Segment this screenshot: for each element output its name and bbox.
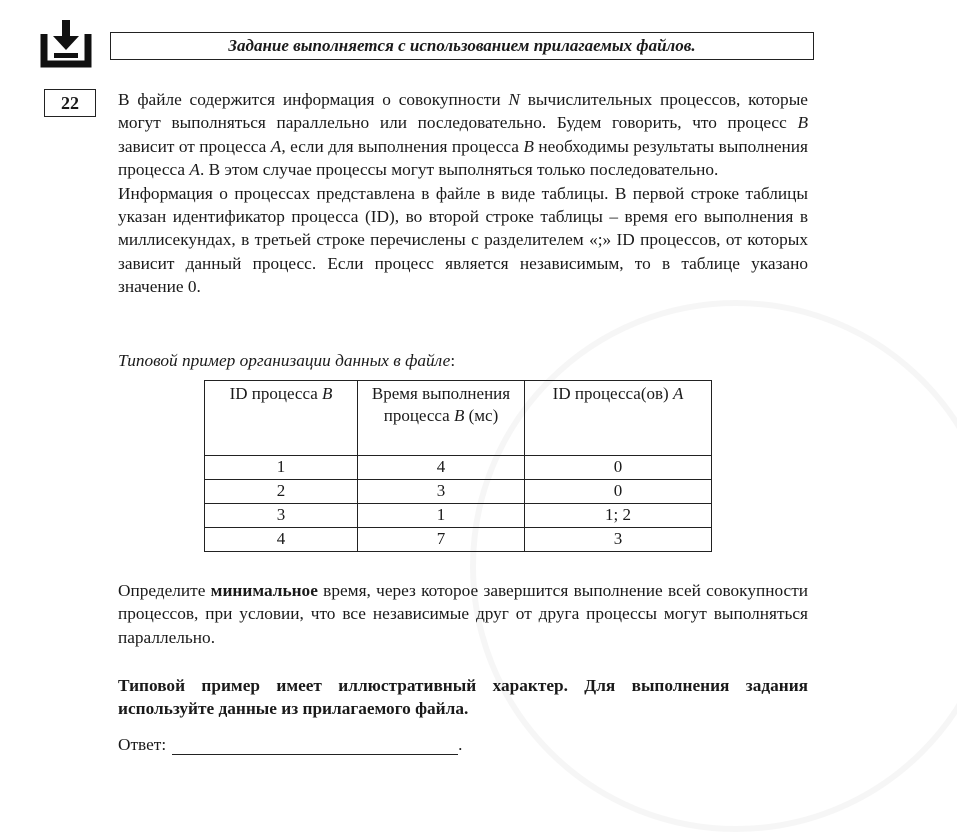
note-paragraph — [118, 674, 808, 721]
answer-period: . — [458, 735, 463, 754]
cell-exec-time: 7 — [358, 528, 525, 552]
header-process-id — [205, 381, 358, 456]
download-file-icon — [40, 18, 92, 70]
paragraph-1 — [118, 88, 808, 182]
example-data-table — [204, 380, 712, 552]
text-run: , если для выполнения процесса — [281, 136, 524, 156]
text-run: B — [523, 136, 534, 156]
question-paragraph — [118, 579, 808, 649]
table-row — [205, 528, 712, 552]
text-run: вычислительных процессов, которые могут выполняться параллельно или последовательно. Будем говорить, что процесс — [118, 90, 808, 133]
files-required-banner — [110, 32, 814, 60]
text-run: . В этом случае процессы могут выполняться только последовательно. — [199, 160, 719, 180]
answer-field[interactable] — [172, 736, 458, 755]
text-run: A — [189, 160, 200, 180]
paragraph-3 — [118, 579, 808, 649]
text-run: (мс) — [464, 406, 499, 425]
example-caption — [118, 351, 455, 371]
text-run: время, через которое завершится выполнение всей совокупности процессов, при условии, что все независимые друг от друга процессы могут выполняться параллельно. — [118, 581, 808, 647]
table-row — [205, 480, 712, 504]
table-header-row — [205, 381, 712, 456]
text-run: Время выполнения процесса — [371, 384, 511, 425]
table-row — [205, 504, 712, 528]
text-run: Определите — [118, 581, 211, 600]
text-run: ID процесса — [229, 384, 323, 403]
text-run: A — [270, 136, 282, 156]
text-run: зависит от процесса — [118, 136, 271, 156]
cell-process-id: 4 — [205, 528, 358, 552]
text-run: B — [797, 113, 808, 133]
task-number — [44, 89, 96, 117]
text-run: минимальное — [210, 581, 318, 600]
cell-dependency-ids: 0 — [525, 480, 712, 504]
text-run: N — [508, 90, 520, 109]
answer-label: Ответ: — [118, 735, 167, 754]
cell-exec-time: 4 — [358, 456, 525, 480]
paragraph-2: Информация о процессах представлена в файле в виде таблицы. В первой строке таблицы указан идентификатор процесса (ID), во второй строке таблицы – время его выполнения в миллисекундах, в третьей строке перечислены с разделителем «;» ID процессов, от которых зависит данный процесс. Если процесс является независимым, то в таблице указано значение 0. — [118, 183, 808, 297]
task-number-text: 22 — [61, 92, 79, 113]
text-run: ID процесса(ов) — [552, 384, 673, 403]
cell-dependency-ids: 3 — [525, 528, 712, 552]
answer-row — [118, 735, 462, 755]
cell-process-id: 2 — [205, 480, 358, 504]
banner-text: Задание выполняется с использованием прилагаемых файлов. — [228, 36, 696, 55]
cell-exec-time: 1 — [358, 504, 525, 528]
example-caption-text: Типовой пример организации данных в файле — [118, 351, 451, 370]
header-exec-time — [358, 381, 525, 456]
example-caption-colon: : — [450, 351, 456, 370]
task-description — [118, 88, 808, 299]
cell-exec-time: 3 — [358, 480, 525, 504]
text-run: A — [672, 384, 684, 403]
text-run: В файле содержится информация о совокупности — [118, 90, 509, 109]
header-dependency-ids — [525, 381, 712, 456]
cell-dependency-ids: 0 — [525, 456, 712, 480]
text-run: B — [322, 384, 333, 403]
paragraph-4: Типовой пример имеет иллюстративный характер. Для выполнения задания используйте данные из прилагаемого файла. — [118, 676, 808, 719]
text-run: B — [453, 406, 465, 425]
text-run: необходимы результаты выполнения процесса — [118, 136, 809, 180]
cell-process-id: 1 — [205, 456, 358, 480]
cell-process-id: 3 — [205, 504, 358, 528]
table-row — [205, 456, 712, 480]
cell-dependency-ids: 1; 2 — [525, 504, 712, 528]
